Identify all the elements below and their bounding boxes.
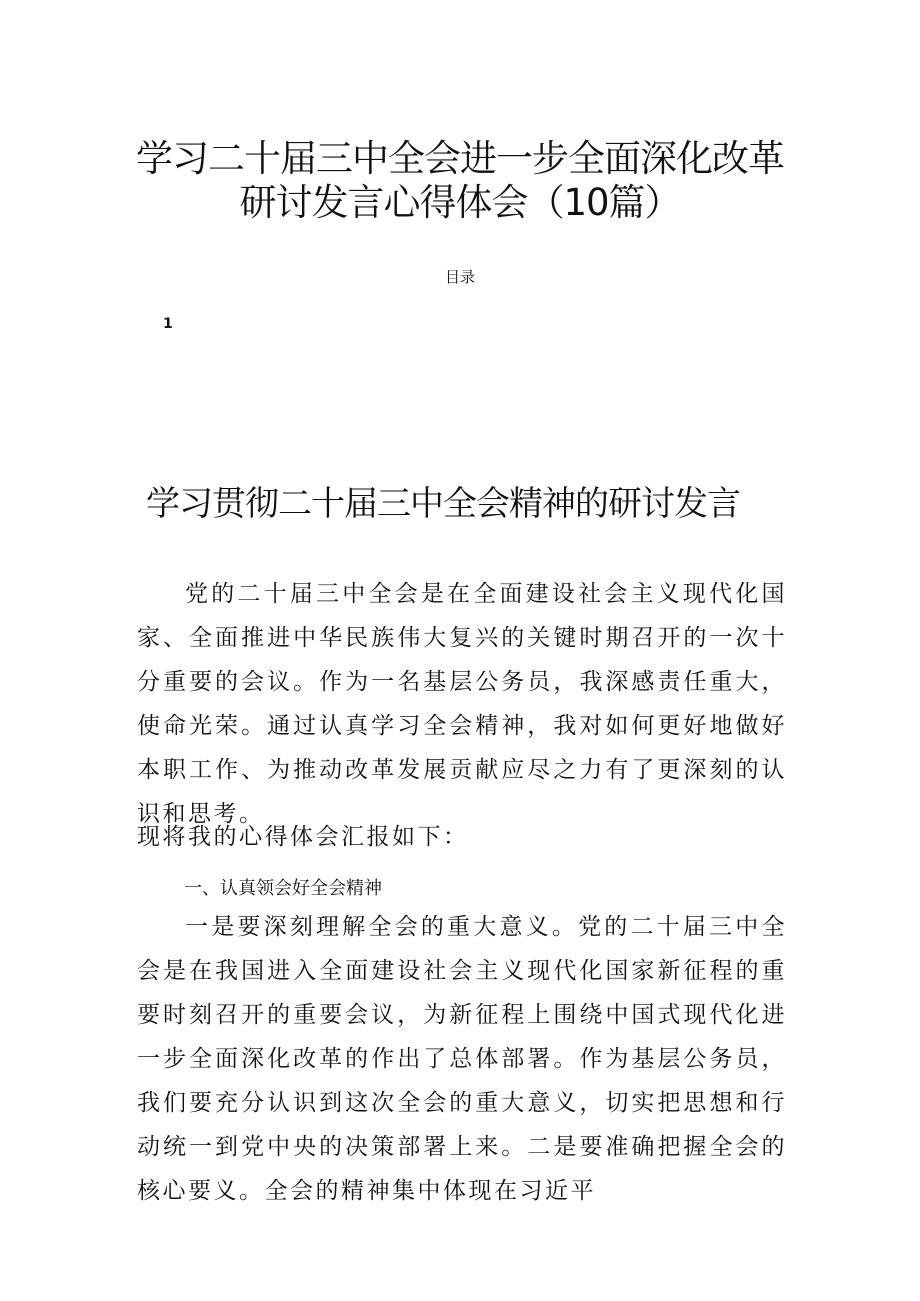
body-paragraph-report: 现将我的心得体会汇报如下： xyxy=(137,824,469,850)
document-title-line-2: 研讨发言心得体会（10篇） xyxy=(239,181,681,224)
toc-label: 目录 xyxy=(444,268,475,286)
subsection-heading: 一、认真领会好全会精神 xyxy=(184,878,382,899)
document-title-line-1: 学习二十届三中全会进一步全面深化改革 xyxy=(136,137,784,180)
section-heading: 学习贯彻二十届三中全会精神的研讨发言 xyxy=(146,484,740,524)
body-paragraph-section-1: 一是要深刻理解全会的重大意义。党的二十届三中全会是在我国进入全面建设社会主义现代化国家新征程的重要时刻召开的重要会议，为新征程上围绕中国式现代化进一步全面深化改革的作出了总体部署。作为基层公务员，我们要充分认识到这次全会的重大意义，切实把思想和行动统一到党中央的决策部署上来。二是要准确把握全会的核心要义。全会的精神集中体现在习近平 xyxy=(137,914,787,1204)
body-paragraph-intro: 党的二十届三中全会是在全面建设社会主义现代化国家、全面推进中华民族伟大复兴的关键时期召开的一次十分重要的会议。作为一名基层公务员，我深感责任重大，使命光荣。通过认真学习全会精神，我对如何更好地做好本职工作、为推动改革发展贡献应尽之力有了更深刻的认识和思考。 xyxy=(137,581,787,827)
toc-entry: 1 xyxy=(163,316,173,332)
